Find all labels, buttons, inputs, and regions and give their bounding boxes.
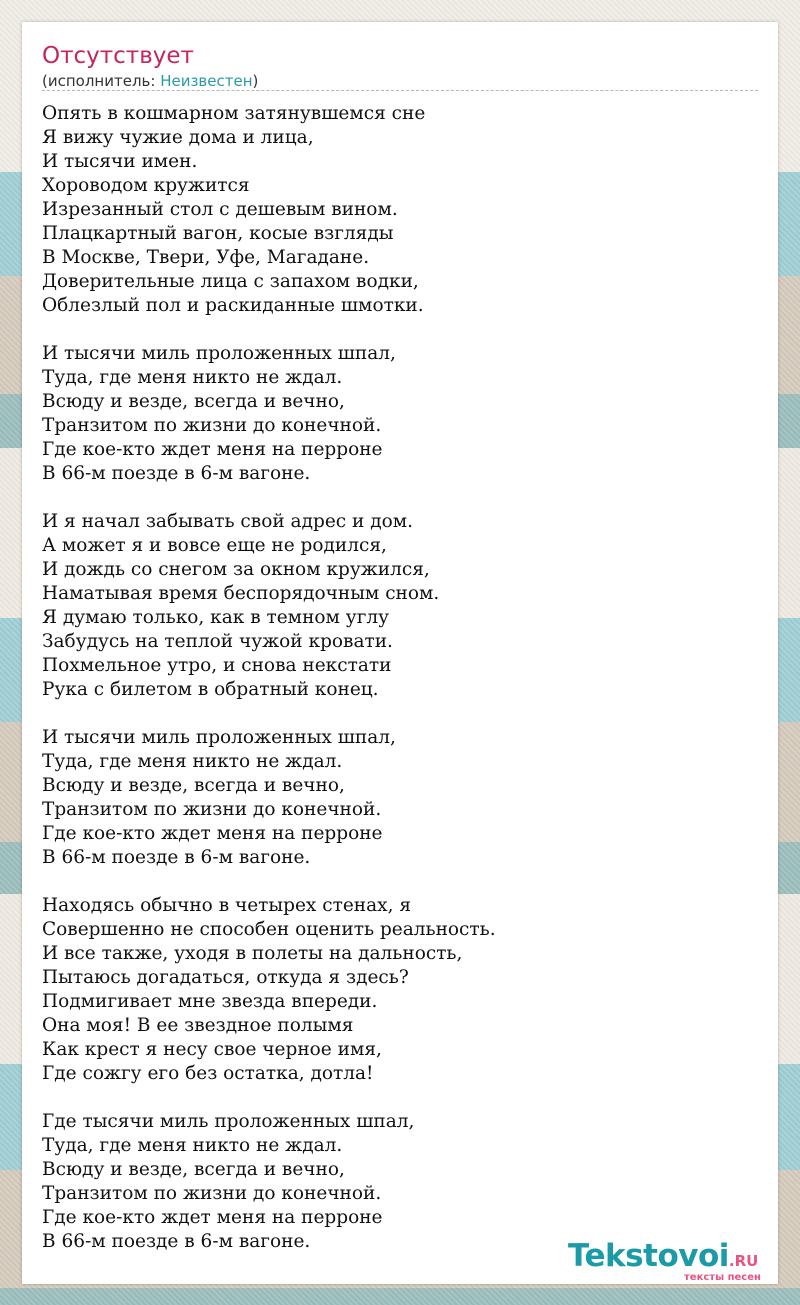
lyrics-line: Всюду и везде, всегда и вечно,: [42, 1159, 345, 1180]
lyrics-line: Совершенно не способен оценить реальность.: [42, 919, 496, 940]
lyrics-stanza: [42, 510, 496, 702]
lyrics-line: Где кое-кто ждет меня на перроне: [42, 439, 383, 460]
lyrics-line: Облезлый пол и раскиданные шмотки.: [42, 295, 424, 316]
lyrics-stanza: [42, 726, 496, 870]
site-logo[interactable]: [568, 1238, 778, 1284]
lyrics-line: И тысячи миль проложенных шпал,: [42, 727, 396, 748]
artist-line: [42, 71, 258, 91]
lyrics-line: Хороводом кружится: [42, 175, 250, 196]
lyrics-line: Изрезанный стол с дешевым вином.: [42, 199, 398, 220]
lyrics-line: Транзитом по жизни до конечной.: [42, 799, 382, 820]
lyrics-line: Находясь обычно в четырех стенах, я: [42, 895, 411, 916]
lyrics-line: И тысячи имен.: [42, 151, 198, 172]
lyrics-line: И дождь со снегом за окном кружился,: [42, 559, 430, 580]
lyrics-line: Она моя! В ее звездное полымя: [42, 1015, 354, 1036]
lyrics-card: [22, 22, 778, 1284]
header-divider: [42, 90, 758, 91]
lyrics-line: И все также, уходя в полеты на дальность,: [42, 943, 463, 964]
lyrics-line: Где тысячи миль проложенных шпал,: [42, 1111, 415, 1132]
lyrics-line: В 66-м поезде в 6-м вагоне.: [42, 847, 311, 868]
lyrics-stanza: [42, 1110, 496, 1254]
lyrics-line: Рука с билетом в обратный конец.: [42, 679, 379, 700]
lyrics-line: Похмельное утро, и снова некстати: [42, 655, 392, 676]
lyrics-line: В 66-м поезде в 6-м вагоне.: [42, 1231, 311, 1252]
artist-prefix: (исполнитель:: [42, 72, 161, 90]
lyrics-line: Всюду и везде, всегда и вечно,: [42, 391, 345, 412]
lyrics-line: И тысячи миль проложенных шпал,: [42, 343, 396, 364]
lyrics-line: В 66-м поезде в 6-м вагоне.: [42, 463, 311, 484]
artist-link[interactable]: Неизвестен: [160, 72, 253, 90]
lyrics-line: Транзитом по жизни до конечной.: [42, 415, 382, 436]
lyrics-line: Транзитом по жизни до конечной.: [42, 1183, 382, 1204]
lyrics-line: Забудусь на теплой чужой кровати.: [42, 631, 393, 652]
lyrics-stanza: [42, 894, 496, 1086]
lyrics-line: Опять в кошмарном затянувшемся сне: [42, 103, 426, 124]
lyrics-line: Туда, где меня никто не ждал.: [42, 751, 343, 772]
lyrics-line: Всюду и везде, всегда и вечно,: [42, 775, 345, 796]
logo-subtitle: тексты песен: [684, 1272, 761, 1283]
lyrics-line: Я думаю только, как в темном углу: [42, 607, 390, 628]
lyrics-line: Где кое-кто ждет меня на перроне: [42, 823, 383, 844]
lyrics-line: Пытаюсь догадаться, откуда я здесь?: [42, 967, 409, 988]
lyrics-line: И я начал забывать свой адрес и дом.: [42, 511, 414, 532]
lyrics-line: Плацкартный вагон, косые взгляды: [42, 223, 394, 244]
lyrics-line: Туда, где меня никто не ждал.: [42, 1135, 343, 1156]
lyrics-line: Туда, где меня никто не ждал.: [42, 367, 343, 388]
lyrics-line: Я вижу чужие дома и лица,: [42, 127, 314, 148]
logo-tld: .RU: [728, 1252, 759, 1270]
song-title: Отсутствует: [42, 43, 194, 69]
lyrics-line: А может я и вовсе еще не родился,: [42, 535, 387, 556]
artist-suffix: ): [252, 72, 259, 90]
logo-name: Tekstovoi: [568, 1238, 729, 1274]
lyrics-line: В Москве, Твери, Уфе, Магадане.: [42, 247, 370, 268]
lyrics-body: [42, 102, 496, 1278]
lyrics-line: Как крест я несу свое черное имя,: [42, 1039, 382, 1060]
lyrics-stanza: [42, 342, 496, 486]
lyrics-line: Подмигивает мне звезда впереди.: [42, 991, 378, 1012]
lyrics-line: Наматывая время беспорядочным сном.: [42, 583, 440, 604]
lyrics-line: Где сожгу его без остатка, дотла!: [42, 1063, 374, 1084]
lyrics-line: Где кое-кто ждет меня на перроне: [42, 1207, 383, 1228]
lyrics-stanza: [42, 102, 496, 318]
lyrics-line: Доверительные лица с запахом водки,: [42, 271, 419, 292]
